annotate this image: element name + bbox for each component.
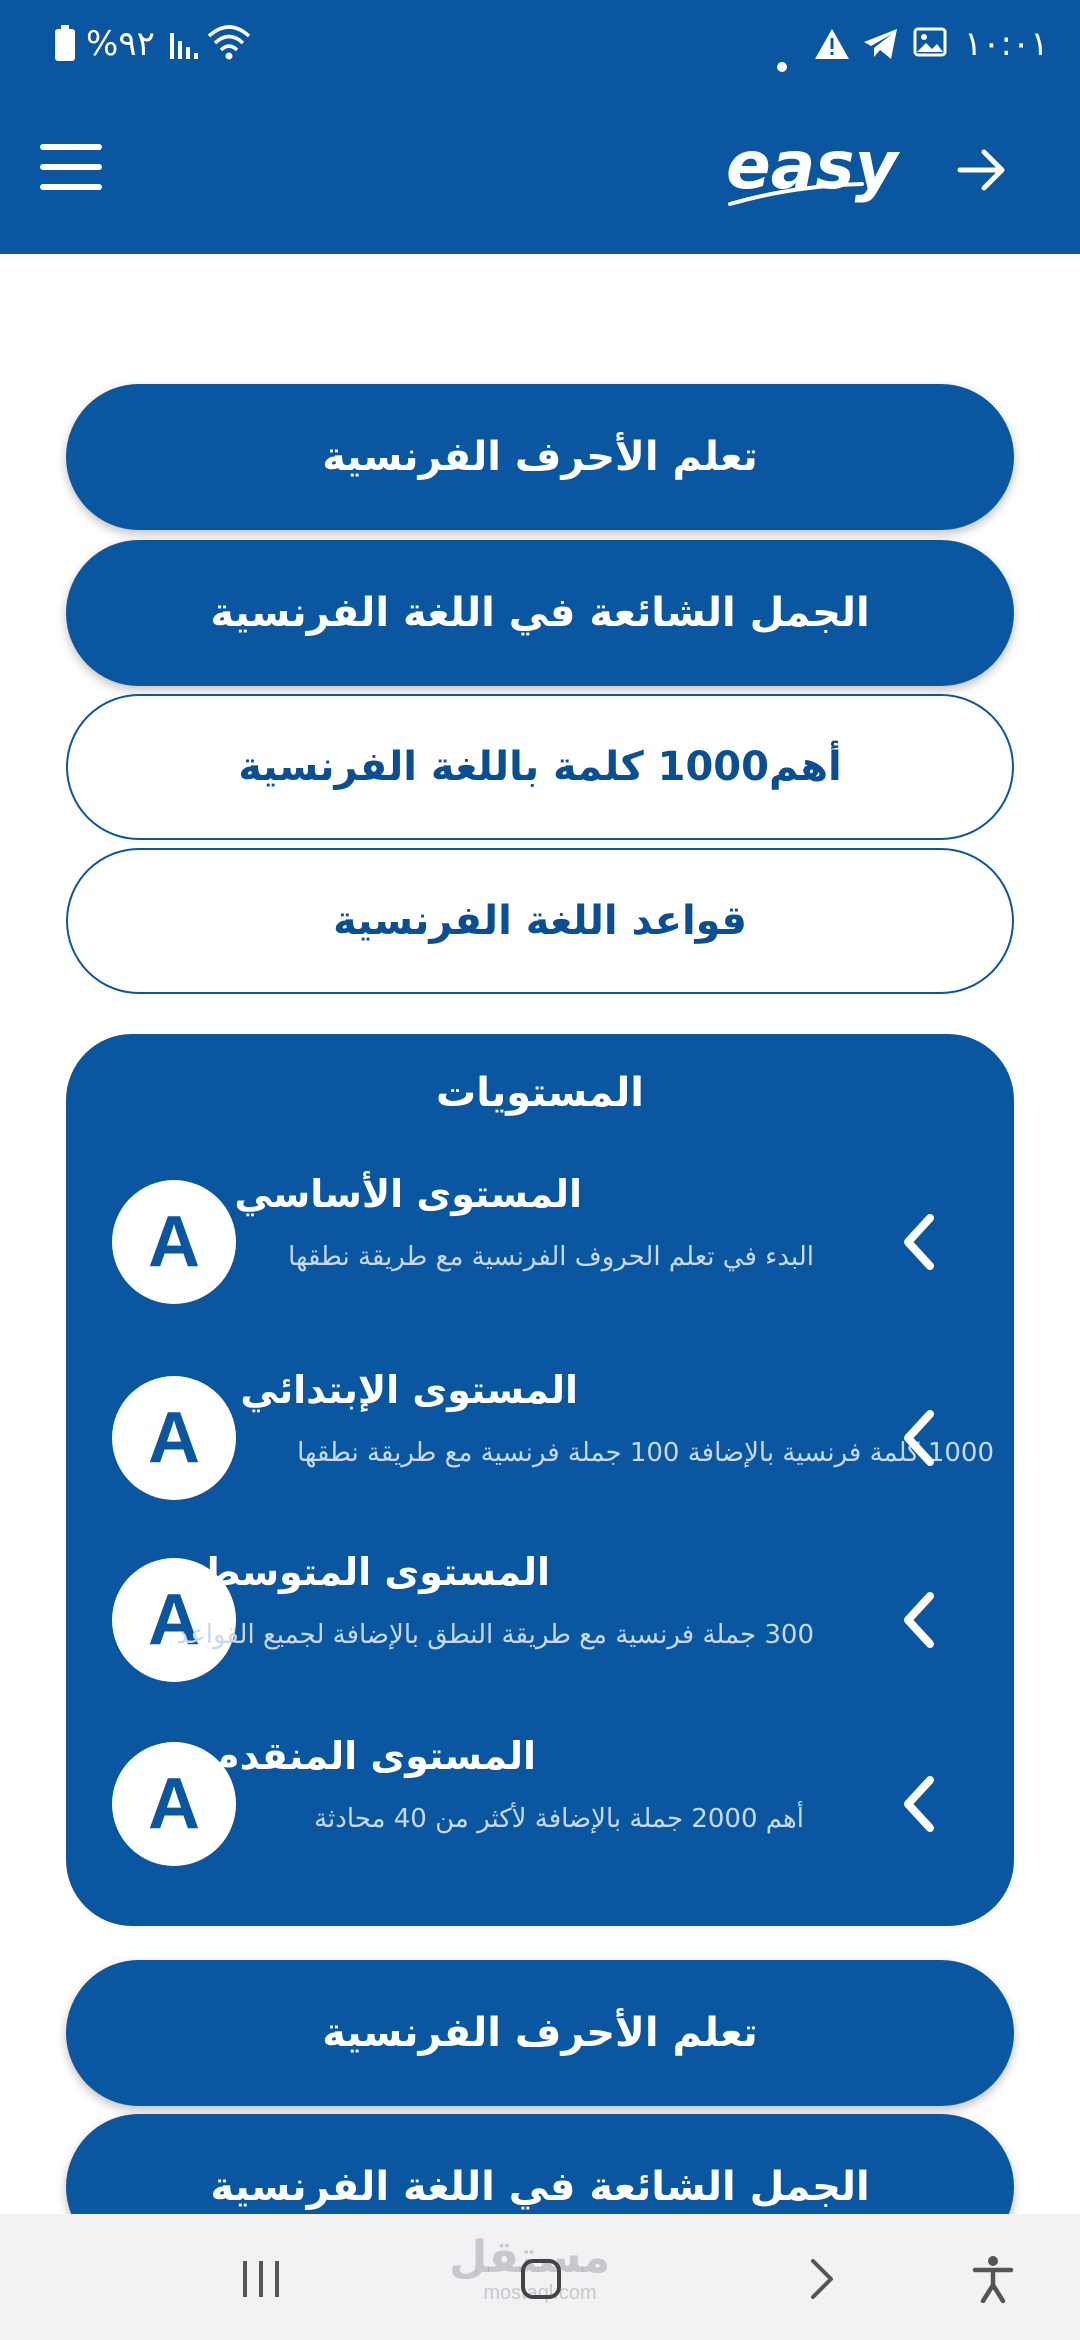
easy-logo bbox=[722, 118, 902, 218]
common-phrases-button-bottom[interactable]: الجمل الشائعة في اللغة الفرنسية bbox=[66, 2114, 1014, 2260]
hamburger-menu-icon[interactable] bbox=[40, 144, 102, 194]
signal-icon bbox=[168, 26, 202, 74]
learn-letters-button-bottom[interactable]: تعلم الأحرف الفرنسية bbox=[66, 1960, 1014, 2106]
level-badge: A bbox=[112, 1742, 236, 1866]
levels-card bbox=[66, 1034, 1014, 1926]
battery-level: %٩٢ bbox=[86, 24, 155, 64]
level-title: المستوى المنقدم bbox=[211, 1734, 536, 1778]
chevron-left-icon[interactable] bbox=[892, 1588, 948, 1652]
back-chevron-icon[interactable] bbox=[786, 2244, 856, 2314]
recent-apps-icon[interactable] bbox=[226, 2244, 296, 2314]
level-badge: A bbox=[112, 1376, 236, 1500]
app-bar bbox=[0, 88, 1080, 254]
level-title: المستوى المتوسط bbox=[201, 1550, 550, 1594]
level-title: المستوى الإبتدائي bbox=[240, 1368, 578, 1412]
status-time: ١٠:٠١ bbox=[964, 24, 1049, 64]
level-description: 1000 كلمة فرنسية بالإضافة 100 جملة فرنسية مع طريقة نطقها bbox=[297, 1438, 994, 1468]
chevron-left-icon[interactable] bbox=[892, 1210, 948, 1274]
common-phrases-button[interactable]: الجمل الشائعة في اللغة الفرنسية bbox=[66, 540, 1014, 686]
level-badge: A bbox=[112, 1180, 236, 1304]
warning-icon bbox=[814, 26, 850, 74]
chevron-left-icon[interactable] bbox=[892, 1772, 948, 1836]
watermark-arabic: مستقل bbox=[449, 2232, 610, 2283]
home-icon[interactable] bbox=[506, 2244, 576, 2314]
level-item-intermediate[interactable] bbox=[66, 1548, 1014, 1688]
accessibility-icon[interactable] bbox=[958, 2244, 1028, 2314]
status-bar bbox=[0, 0, 1080, 88]
chevron-left-icon[interactable] bbox=[892, 1406, 948, 1470]
levels-title: المستويات bbox=[436, 1070, 644, 1116]
system-nav-bar bbox=[0, 2214, 1080, 2340]
top-1000-words-button[interactable]: أهم1000 كلمة باللغة الفرنسية bbox=[66, 694, 1014, 840]
learn-letters-button[interactable]: تعلم الأحرف الفرنسية bbox=[66, 384, 1014, 530]
level-item-basic[interactable] bbox=[66, 1170, 1014, 1310]
wifi-icon bbox=[206, 22, 252, 75]
level-description: أهم 2000 جملة بالإضافة لأكثر من 40 محادثة bbox=[314, 1804, 804, 1834]
watermark-latin: mostaql.com bbox=[483, 2282, 597, 2304]
telegram-icon bbox=[862, 26, 900, 74]
gallery-icon bbox=[912, 24, 948, 73]
level-description: 300 جملة فرنسية مع طريقة النطق بالإضافة لجميع القواعد bbox=[176, 1620, 814, 1650]
dot-icon bbox=[776, 38, 788, 86]
level-item-advanced[interactable] bbox=[66, 1732, 1014, 1872]
battery-icon bbox=[54, 24, 76, 75]
level-badge: A bbox=[112, 1558, 236, 1682]
level-title: المستوى الأساسي bbox=[234, 1172, 582, 1216]
arrow-right-icon[interactable] bbox=[952, 140, 1012, 200]
grammar-rules-button[interactable]: قواعد اللغة الفرنسية bbox=[66, 848, 1014, 994]
level-item-beginner[interactable] bbox=[66, 1366, 1014, 1506]
level-description: البدء في تعلم الحروف الفرنسية مع طريقة نطقها bbox=[288, 1242, 814, 1272]
logo-text: easy bbox=[726, 127, 898, 204]
